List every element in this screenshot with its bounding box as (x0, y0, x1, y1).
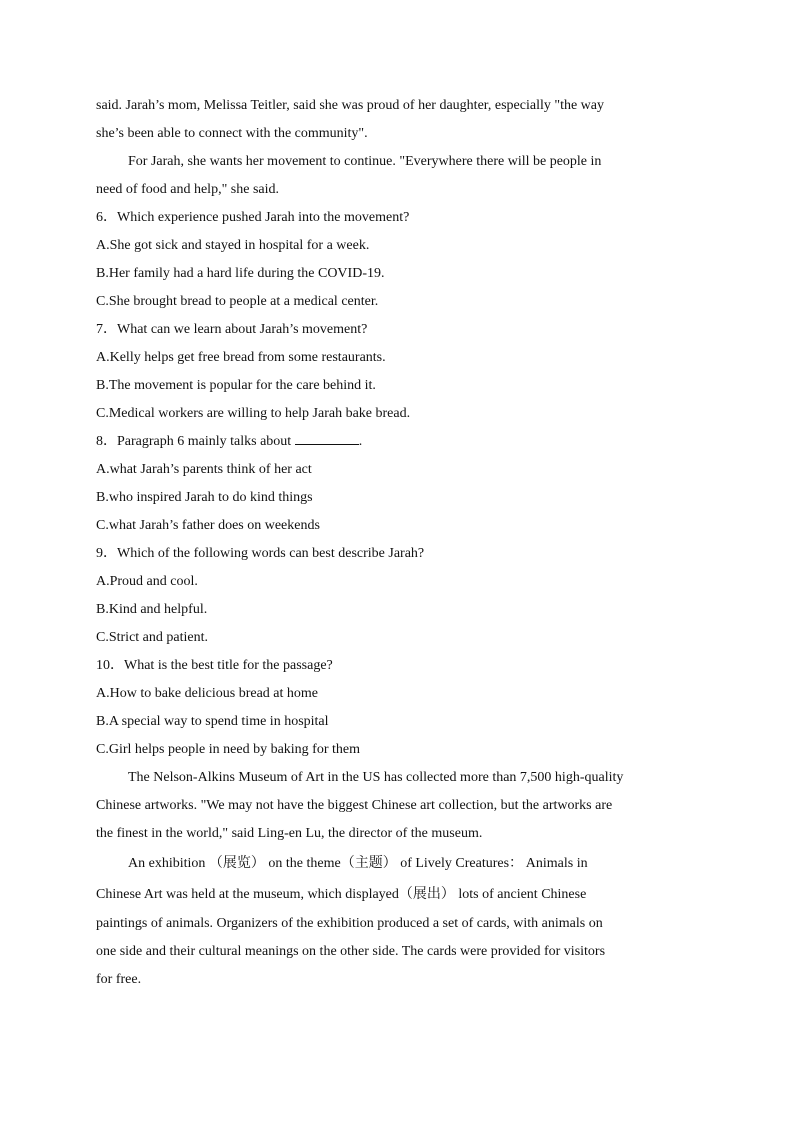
option-b: B.Kind and helpful. (96, 602, 208, 617)
question-stem: 6．Which experience pushed Jarah into the movement? (96, 210, 410, 225)
question-10 (96, 652, 690, 764)
option-c: C.Strict and patient. (96, 630, 208, 645)
passage-line: need of food and help," she said. (96, 182, 279, 197)
option-c: C.Medical workers are willing to help Jarah bake bread. (96, 406, 411, 421)
question-stem-text: 8．Paragraph 6 mainly talks about (96, 434, 292, 449)
question-stem (96, 428, 690, 456)
option-a: A.She got sick and stayed in hospital for a week. (96, 238, 370, 253)
passage-2 (96, 764, 690, 994)
question-6 (96, 204, 690, 316)
document-page (96, 92, 690, 994)
passage-line: For Jarah, she wants her movement to continue. "Everywhere there will be people in (128, 154, 602, 169)
passage-line: Chinese artworks. "We may not have the biggest Chinese art collection, but the artworks are (96, 798, 613, 813)
option-c: C.what Jarah’s father does on weekends (96, 518, 320, 533)
option-a: A.Kelly helps get free bread from some restaurants. (96, 350, 386, 365)
option-b: B.Her family had a hard life during the COVID-19. (96, 266, 385, 281)
passage-line: for free. (96, 972, 142, 987)
answer-blank (295, 430, 359, 445)
passage-line: one side and their cultural meanings on the other side. The cards were provided for visitors (96, 944, 606, 959)
option-a: A.Proud and cool. (96, 574, 198, 589)
question-stem: 10．What is the best title for the passage? (96, 658, 333, 673)
option-b: B.who inspired Jarah to do kind things (96, 490, 313, 505)
option-a: A.How to bake delicious bread at home (96, 686, 318, 701)
passage-line: paintings of animals. Organizers of the exhibition produced a set of cards, with animals on (96, 916, 603, 931)
passage-line: The Nelson-Alkins Museum of Art in the US has collected more than 7,500 high-quality (128, 770, 624, 785)
passage-line: said. Jarah’s mom, Melissa Teitler, said she was proud of her daughter, especially "the way (96, 98, 604, 113)
passage-line: she’s been able to connect with the community". (96, 126, 368, 141)
question-9 (96, 540, 690, 652)
passage-line: Chinese Art was held at the museum, which displayed（展出） lots of ancient Chinese (96, 887, 587, 902)
question-7 (96, 316, 690, 428)
option-b: B.A special way to spend time in hospital (96, 714, 329, 729)
question-stem-end: . (358, 434, 363, 449)
option-c: C.She brought bread to people at a medical center. (96, 294, 379, 309)
passage-line: An exhibition （展览） on the theme（主题） of Lively Creatures： Animals in (128, 856, 588, 871)
option-b: B.The movement is popular for the care behind it. (96, 378, 376, 393)
question-8 (96, 428, 690, 540)
question-stem: 7．What can we learn about Jarah’s movement? (96, 322, 368, 337)
passage-line: the finest in the world," said Ling-en Lu, the director of the museum. (96, 826, 483, 841)
option-a: A.what Jarah’s parents think of her act (96, 462, 312, 477)
option-c: C.Girl helps people in need by baking for them (96, 742, 360, 757)
question-stem: 9．Which of the following words can best describe Jarah? (96, 546, 425, 561)
